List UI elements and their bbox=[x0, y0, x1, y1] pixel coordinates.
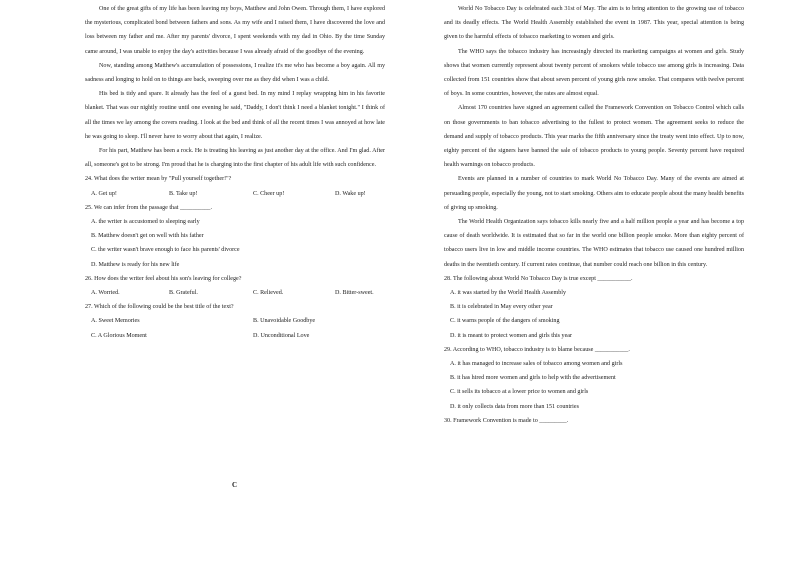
option: D. Unconditional Love bbox=[253, 332, 310, 339]
option: C. it warns people of the dangers of smoking bbox=[450, 318, 560, 325]
option: B. it is celebrated in May every other year bbox=[450, 304, 553, 311]
option: D. it only collects data from more than 151 countries bbox=[450, 403, 579, 410]
question-26-stem: 26. How does the writer feel about his son's leaving for college? bbox=[85, 275, 242, 282]
option: A. Worried. bbox=[91, 290, 120, 297]
question-27-stem: 27. Which of the following could be the best title of the text? bbox=[85, 304, 234, 311]
option: C. Cheer up! bbox=[253, 190, 285, 197]
option: C. Relieved. bbox=[253, 290, 284, 297]
right-column bbox=[444, 2, 744, 428]
question-24-stem: 24. What does the writer mean by "Pull yourself together!"? bbox=[85, 176, 232, 183]
passage-paragraph: The World Health Organization says tobacco kills nearly five and a half million people a year and has become a top cause of death worldwide. It is estimated that so far in the world one billion people smoke. More than eighty percent of tobacco users live in low and middle income countries. The WHO estimates that tobacco use caused one hundred million deaths in the twentieth century. If current rates continue, that number could reach one billion in this century. bbox=[444, 219, 744, 268]
option: A. Sweet Memories bbox=[91, 318, 140, 325]
passage-paragraph: Now, standing among Matthew's accumulation of possessions, I realize it's me who has become a boy again. All my sadness and longing to hold on to things are back, sweeping over me as they did when I was a child. bbox=[85, 62, 385, 84]
option: A. it has managed to increase sales of tobacco among women and girls bbox=[450, 361, 623, 368]
option: D. Wake up! bbox=[335, 190, 366, 197]
left-column bbox=[85, 2, 385, 343]
page-marker: C bbox=[232, 481, 238, 489]
passage-paragraph: Almost 170 countries have signed an agreement called the Framework Convention on Tobacco Control which calls on those governments to ban tobacco advertising to the fullest to protect women. The agreement seeks to reduce the demand and supply of tobacco products. This year marks the fifth anniversary since the treaty went into effect. Up to now, eighty percent of the signers have banned the sale of tobacco products to young people. Seventy percent have required health warnings on tobacco products. bbox=[444, 105, 744, 169]
passage-paragraph: World No Tobacco Day is celebrated each 31st of May. The aim is to bring attention to the growing use of tobacco and its deadly effects. The World Health Assembly established the event in 1987. This year, special attention is being given to the harmful effects of tobacco marketing to women and girls. bbox=[444, 6, 744, 41]
passage-paragraph: Events are planned in a number of countries to mark World No Tobacco Day. Many of the events are aimed at persuading people, especially the young, not to start smoking. Others aim to educate people about the many health benefits of giving up smoking. bbox=[444, 176, 744, 211]
option: A. it was started by the World Health Assembly bbox=[450, 290, 567, 297]
option: D. Bitter-sweet. bbox=[335, 290, 374, 297]
option: B. Take up! bbox=[169, 190, 198, 197]
option: C. A Glorious Moment bbox=[91, 332, 147, 339]
option: D. it is meant to protect women and girls this year bbox=[450, 332, 573, 339]
question-25-stem: 25. We can infer from the passage that __________. bbox=[85, 204, 212, 211]
option: B. Matthew doesn't get on well with his father bbox=[91, 233, 204, 240]
question-27-options bbox=[85, 314, 385, 328]
option: A. Get up! bbox=[91, 190, 117, 197]
question-26-options bbox=[85, 286, 385, 300]
option: C. it sells its tobacco at a lower price to women and girls bbox=[450, 389, 589, 396]
question-28-stem: 28. The following about World No Tobacco Day is true except ___________. bbox=[444, 275, 633, 282]
option: B. Grateful. bbox=[169, 290, 198, 297]
option: D. Matthew is ready for his new life bbox=[91, 261, 180, 268]
question-27-options bbox=[85, 329, 385, 343]
option: A. the writer is accustomed to sleeping early bbox=[91, 219, 200, 226]
question-24-options bbox=[85, 187, 385, 201]
passage-paragraph: One of the great gifts of my life has been leaving my boys, Matthew and John Owen. Through them, I have explored the mysterious, complicated bond between fathers and sons. As my wife and I raised them, I have discovered the love and loss between my father and me. After my parents' divorce, I spent weekends with my dad in Ohio. By the time Sunday came around, I was unable to enjoy the day's activities because I was already afraid of the goodbye of the evening. bbox=[85, 6, 385, 55]
option: B. Unavoidable Goodbye bbox=[253, 318, 316, 325]
question-30-stem: 30. Framework Convention is made to _________. bbox=[444, 417, 569, 424]
passage-paragraph: The WHO says the tobacco industry has increasingly directed its marketing campaigns at women and girls. Study shows that women currently represent about twenty percent of smokers while tobacco use among girls is increasing. Data collected from 151 countries show that about seven percent of young girls now smoke. That compares with twelve percent of boys. In some countries, however, the rates are almost equal. bbox=[444, 48, 744, 98]
option: C. the writer wasn't brave enough to face his parents' divorce bbox=[91, 247, 240, 254]
passage-paragraph: For his part, Matthew has been a rock. He is treating his leaving as just another day at the office. And I'm glad. After all, someone's got to be strong. I'm proud that he is charging into the first chapter of his adult life with such confidence. bbox=[85, 148, 385, 169]
question-29-stem: 29. According to WHO, tobacco industry is to blame because ___________. bbox=[444, 346, 630, 353]
passage-paragraph: His bed is tidy and spare. It already has the feel of a guest bed. In my mind I replay wrapping him in his favorite blanket. That was our nightly routine until one evening he said, "Daddy, I don't think I need a blanket tonight." I think of all the times we lay among the covers reading. I look at the bed and think of all the recent times I was annoyed at how late he was going to sleep. I'll never have to worry about that again, I realize. bbox=[85, 91, 385, 140]
option: B. it has hired more women and girls to help with the advertisement bbox=[450, 375, 616, 382]
